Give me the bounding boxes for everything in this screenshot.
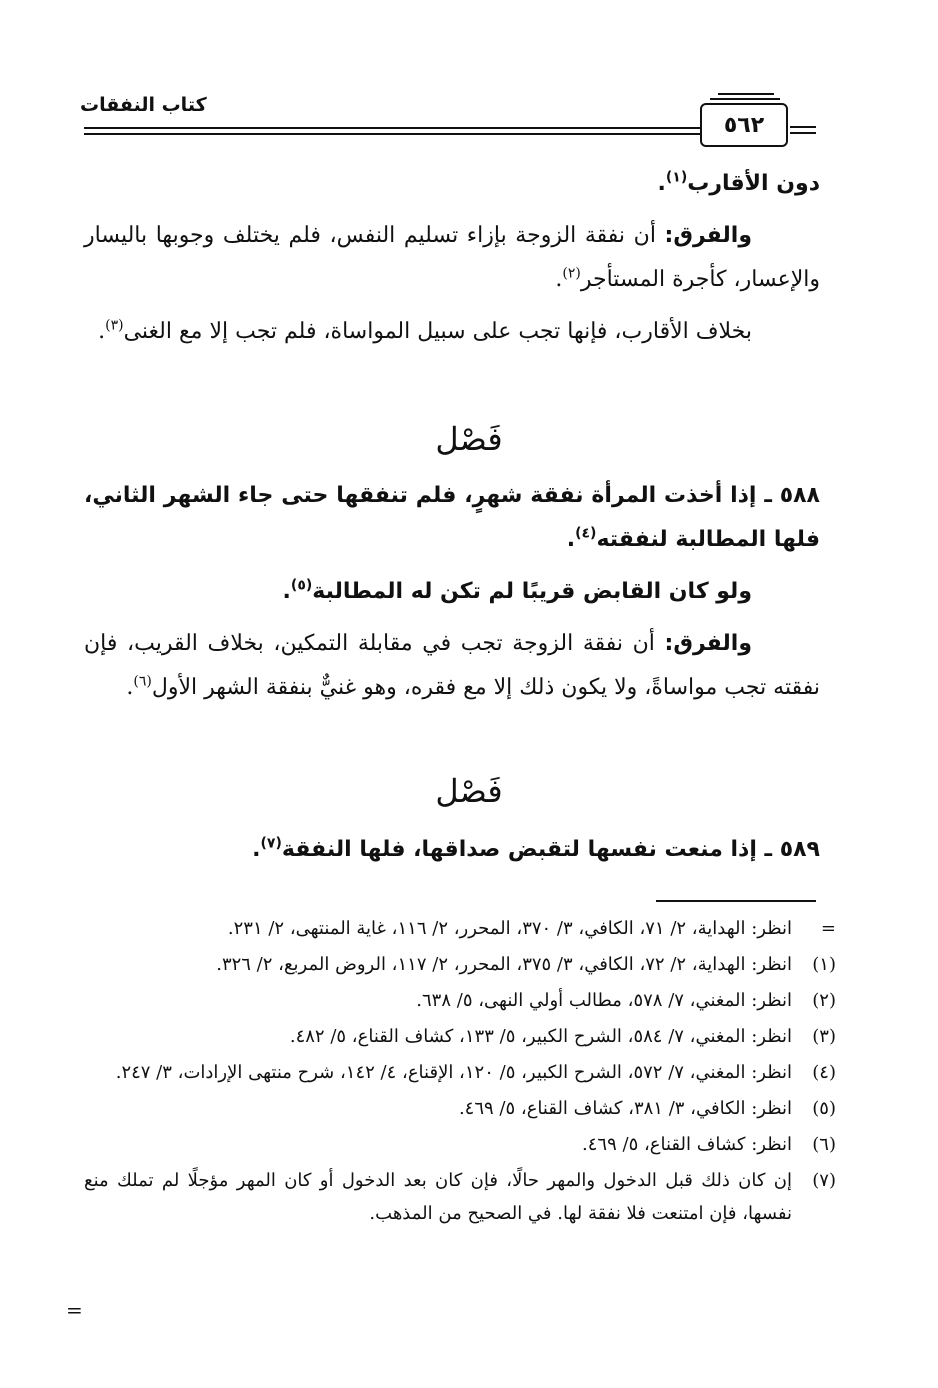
paragraph-text: ٥٨٩ ـ إذا منعت نفسها لتقبض صداقها، فلها النفقة [281,837,820,862]
footnote [84,1056,836,1089]
footnote [84,912,836,945]
header-dash [790,126,816,128]
paragraph-text: أن نفقة الزوجة تجب في مقابلة التمكين، بخلاف القريب، فإن نفقته تجب مواساةً، ولا يكون ذلك إلا مع فقره، وهو غنيٌّ بنفقة الشهر الأول [84,631,820,700]
footnote-text: انظر: الهداية، ٢/ ٧١، الكافي، ٣/ ٣٧٠، المحرر، ٢/ ١١٦، غاية المنتهى، ٢/ ٢٣١. [227,918,792,939]
footnote-separator [656,900,816,902]
footnote-ref: (٣) [105,317,124,334]
footnote-number: (٤) [812,1062,836,1083]
header-dash [790,132,816,134]
section-heading: فَصْل [435,420,503,458]
footnote-text: انظر: المغني، ٧/ ٥٨٤، الشرح الكبير، ٥/ ١٣٣، كشاف القناع، ٥/ ٤٨٢. [289,1026,792,1047]
term-label: والفرق: [664,223,752,248]
page-number [700,103,788,147]
footnote [84,1092,836,1125]
paragraph-7 [84,828,820,872]
footnotes [84,912,836,1233]
paragraph-2 [84,214,820,302]
header-rule [84,127,700,129]
paragraph-text: أن نفقة الزوجة بإزاء تسليم النفس، فلم يختلف وجوبها باليسار والإعسار، كأجرة المستأجر [84,223,820,292]
footnote [84,948,836,981]
paragraph-3 [84,310,820,354]
footnote-number: (١) [812,954,836,975]
footnote [84,1128,836,1161]
paragraph-5 [84,570,820,614]
period: . [252,837,261,862]
paragraph-text: دون الأقارب [687,171,820,196]
footnote-text: انظر: المغني، ٧/ ٥٧٢، الشرح الكبير، ٥/ ١٢٠، الإقناع، ٤/ ١٤٢، شرح منتهى الإرادات، ٣/ ٢٤٧. [115,1062,792,1083]
period: . [566,527,576,552]
paragraph-text: بخلاف الأقارب، فإنها تجب على سبيل المواساة، فلم تجب إلا مع الغنى [123,319,752,344]
header-rule [84,133,700,135]
footnote-text: إن كان ذلك قبل الدخول والمهر حالًا، فإن كان بعد الدخول أو كان المهر مؤجلًا لم تملك منع نفسها، فإن امتنعت فلا نفقة لها. في الصحيح من المذهب. [84,1170,792,1224]
footnote-number: (٥) [812,1098,836,1119]
paragraph-text: ٥٨٨ ـ إذا أخذت المرأة نفقة شهرٍ، فلم تنفقها حتى جاء الشهر الثاني، فلها المطالبة لنفقته [84,483,820,552]
footnote-text: انظر: المغني، ٧/ ٥٧٨، مطالب أولي النهى، ٥/ ٦٣٨. [416,990,792,1011]
footnote-ref: (٦) [133,673,152,690]
footnote-number: (٢) [812,990,836,1011]
footnote-text: انظر: الهداية، ٢/ ٧٢، الكافي، ٣/ ٣٧٥، المحرر، ٢/ ١١٧، الروض المربع، ٢/ ٣٢٦. [216,954,792,975]
paragraph-text: ولو كان القابض قريبًا لم تكن له المطالبة [312,579,752,604]
period: . [555,267,563,292]
footnote-ref: (٤) [575,525,597,542]
footnote-number: = [820,918,836,939]
footnote-text: انظر: كشاف القناع، ٥/ ٤٦٩. [582,1134,792,1155]
page-number-text: ٥٦٢ [723,112,765,138]
footnote-ref: (٥) [290,577,313,594]
footnote [84,984,836,1017]
period: . [98,319,106,344]
period: . [126,675,134,700]
footnote-number: (٧) [812,1170,836,1191]
footnote-text: انظر: الكافي، ٣/ ٣٨١، كشاف القناع، ٥/ ٤٦٩. [458,1098,792,1119]
period: . [282,579,291,604]
running-header-title: كتاب النفقات [80,94,207,116]
footnote [84,1020,836,1053]
term-label: والفرق: [664,631,752,656]
footnote-ref: (٧) [260,835,282,852]
section-heading: فَصْل [435,772,503,810]
period: . [657,171,666,196]
paragraph-4 [84,474,820,562]
paragraph-6 [84,622,820,710]
paragraph-1 [84,162,820,206]
footnote [84,1164,836,1230]
footnote-ref: (٢) [562,265,581,282]
footnote-number: (٣) [812,1026,836,1047]
footnote-ref: (١) [665,169,688,186]
footnote-number: (٦) [812,1134,836,1155]
continuation-marker: = [66,1298,83,1322]
